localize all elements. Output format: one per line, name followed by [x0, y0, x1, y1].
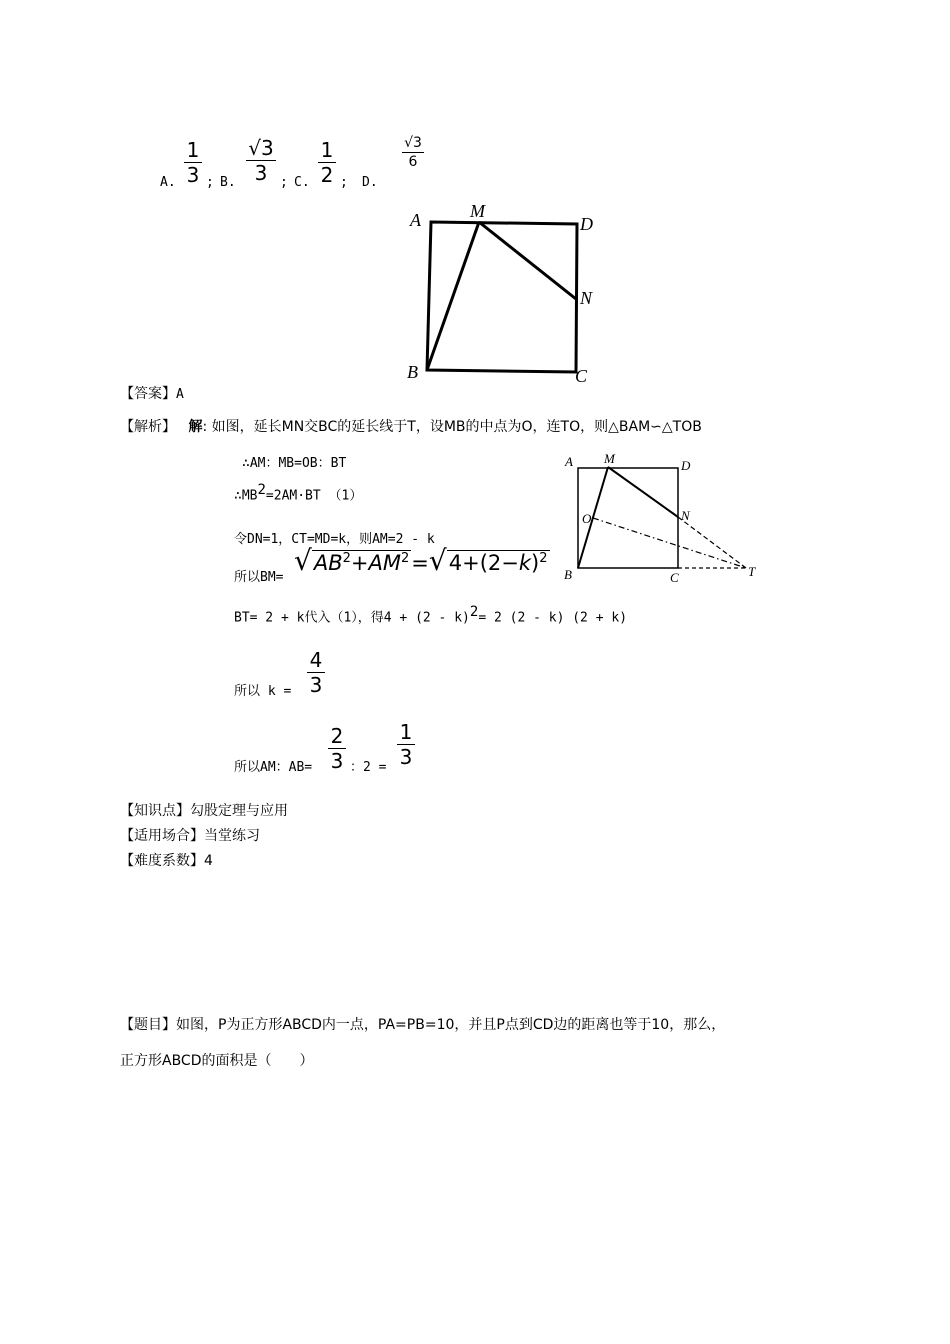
usage-label: 【适用场合】 — [120, 828, 204, 844]
square-figure-1 — [400, 200, 600, 385]
analysis-line-7-mid: ：2 = — [350, 760, 387, 775]
analysis-line-7-pre: 所以AM：AB= — [234, 760, 313, 775]
answer-label: 【答案】 — [120, 386, 176, 402]
analysis-line-5-post: = 2 (2 - k) (2 + k) — [478, 610, 628, 626]
answer-value: A — [176, 387, 184, 402]
analysis-line-3: 令DN=1，CT=MD=k，则AM=2 - k — [234, 532, 435, 547]
segment-mn-1 — [479, 222, 576, 299]
option-c-fraction — [318, 140, 336, 185]
option-b-denominator: 3 — [254, 161, 268, 185]
option-b-label: B. — [220, 175, 236, 190]
ratio-denominator: 3 — [330, 749, 344, 773]
label-b-2: B — [564, 567, 572, 582]
option-a-label: A. — [160, 175, 176, 190]
analysis-line-5 — [234, 604, 627, 625]
difficulty-value: 4 — [204, 853, 213, 869]
option-d-fraction — [402, 136, 424, 169]
label-a-1: A — [410, 210, 421, 230]
analysis-line-6-pre: 所以 k = — [234, 684, 292, 699]
option-c-denominator: 2 — [320, 163, 334, 187]
option-c-numerator: 1 — [320, 138, 334, 162]
knowledge-line — [120, 800, 288, 820]
result-denominator: 3 — [399, 745, 413, 769]
option-sep-a: ; — [206, 175, 214, 190]
option-b-fraction — [246, 138, 276, 183]
label-d-2: D — [681, 458, 691, 473]
result-fraction — [397, 722, 415, 767]
analysis-line-2 — [234, 482, 362, 503]
option-sep-b: ; — [280, 175, 288, 190]
segment-nt-2 — [678, 517, 746, 568]
analysis-line-5-sup: 2 — [469, 604, 479, 620]
analysis-intro: : 如图，延长MN交BC的延长线于T，设MB的中点为O，连TO，则△BAM∽△TOB — [202, 419, 702, 435]
result-numerator: 1 — [399, 720, 413, 744]
label-d-1: D — [580, 214, 593, 234]
next-question-line-1 — [120, 1014, 725, 1034]
analysis-jie: 解 — [188, 419, 203, 435]
difficulty-label: 【难度系数】 — [120, 853, 204, 869]
option-a-denominator: 3 — [186, 163, 200, 187]
option-sep-c: ; — [340, 175, 348, 190]
analysis-line-5-pre: BT= 2 + k代入（1），得4 + (2 - k) — [234, 610, 470, 626]
difficulty-line — [120, 850, 213, 870]
label-m-1: M — [470, 201, 485, 221]
analysis-label: 【解析】 — [120, 419, 176, 435]
square-figure-2 — [560, 450, 770, 590]
usage-value: 当堂练习 — [204, 828, 260, 844]
next-question-line-2: 正方形ABCD的面积是（ ） — [120, 1053, 314, 1069]
square-abcd-1 — [427, 222, 577, 372]
option-a-fraction — [184, 140, 202, 185]
label-a-2: A — [565, 454, 573, 469]
option-d-numerator: √3 — [404, 135, 422, 151]
answer-line — [120, 383, 184, 403]
label-c-2: C — [670, 570, 679, 585]
label-t-2: T — [748, 564, 756, 579]
label-m-2: M — [604, 451, 615, 466]
k-numerator: 4 — [309, 648, 323, 672]
label-n-2: N — [681, 508, 690, 523]
analysis-heading — [120, 416, 702, 436]
ratio-numerator: 2 — [330, 724, 344, 748]
ratio-fraction — [328, 726, 346, 771]
option-b-numerator: √3 — [248, 136, 274, 160]
label-n-1: N — [580, 288, 593, 308]
segment-mb-1 — [427, 222, 479, 370]
usage-line — [120, 825, 260, 845]
analysis-line-2-post: =2AM·BT （1） — [265, 488, 363, 504]
question-label: 【题目】 — [120, 1017, 176, 1033]
analysis-line-2-sup: 2 — [257, 482, 266, 498]
analysis-line-1: ∴AM：MB=OB：BT — [242, 456, 347, 471]
option-c-label: C. — [294, 175, 310, 190]
analysis-line-4-pre: 所以BM= — [234, 570, 284, 585]
question-text-1: 如图，P为正方形ABCD内一点，PA=PB=10，并且P点到CD边的距离也等于10，那么， — [176, 1017, 726, 1033]
segment-mn-2 — [608, 467, 678, 517]
k-fraction — [307, 650, 325, 695]
knowledge-label: 【知识点】 — [120, 803, 190, 819]
k-denominator: 3 — [309, 673, 323, 697]
option-a-numerator: 1 — [186, 138, 200, 162]
label-b-1: B — [407, 362, 418, 382]
option-d-label: D. — [362, 175, 378, 190]
knowledge-value: 勾股定理与应用 — [190, 803, 288, 819]
option-d-denominator: 6 — [408, 154, 418, 170]
analysis-line-2-pre: ∴MB — [234, 488, 258, 504]
segment-ot-2 — [593, 518, 746, 568]
bm-formula: $√AB^2+AM^2=√4+(2-k)^2$ — [294, 544, 548, 577]
label-c-1: C — [575, 366, 588, 385]
label-o-2: O — [582, 511, 592, 526]
